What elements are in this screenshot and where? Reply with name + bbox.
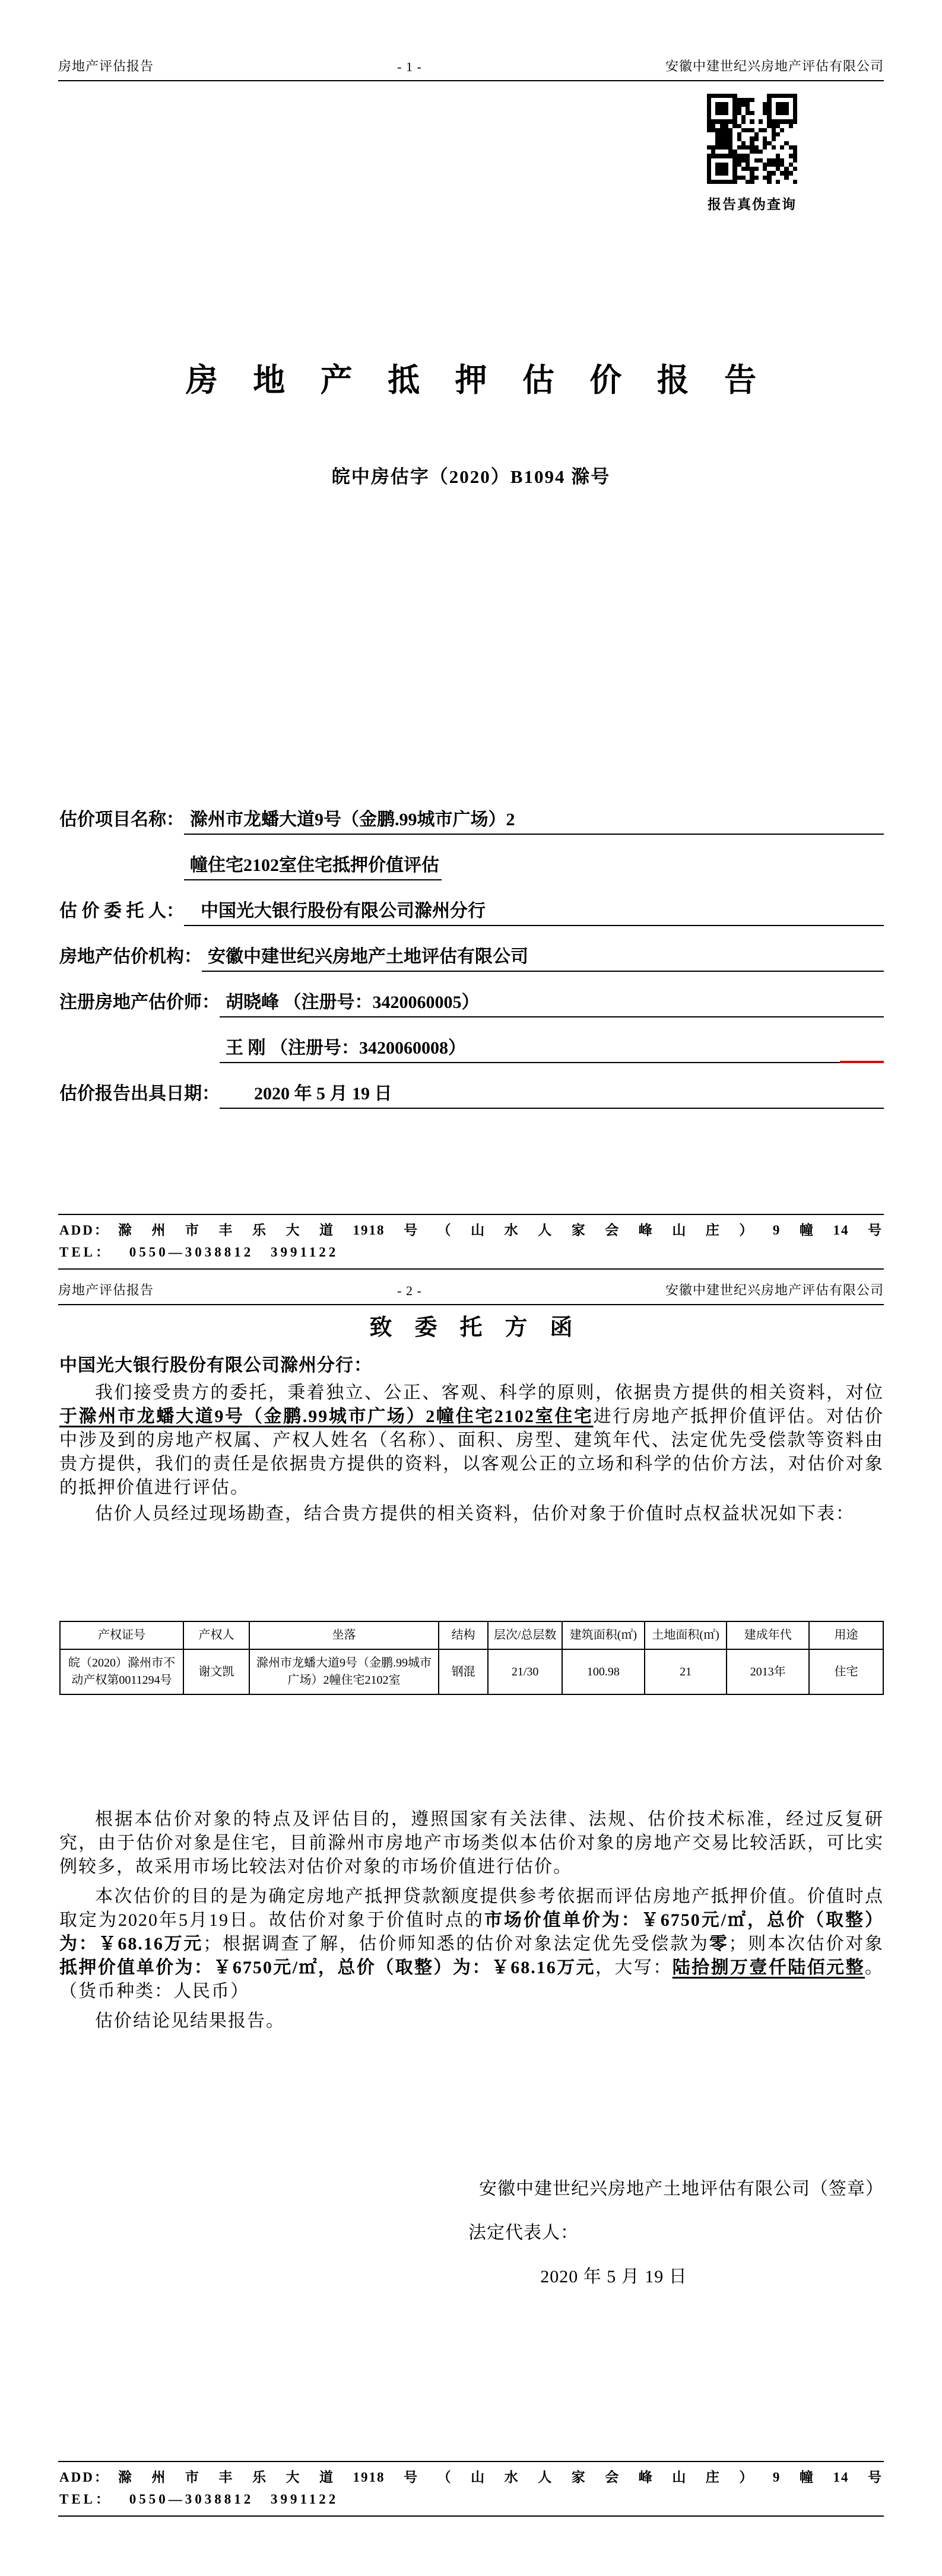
cell-location: 滁州市龙蟠大道9号（金鹏.99城市广场）2幢住宅2102室 xyxy=(249,1649,439,1694)
col-header-floor: 层次/总层数 xyxy=(488,1621,562,1649)
field-label-client: 估 价 委 托 人： xyxy=(59,901,184,921)
header-company-name: 安徽中建世纪兴房地产评估有限公司 xyxy=(665,1283,884,1297)
footer-address-line xyxy=(59,2466,883,2488)
footer-add-label: ADD： xyxy=(59,1223,110,1238)
field-row-agency xyxy=(59,926,884,972)
subject-property-text: 于滁州市龙蟠大道9号（金鹏.99城市广场）2幢住宅2102室住宅 xyxy=(59,1407,594,1426)
mortgage-value-text: 抵押价值单价为：￥6750元/㎡，总价（取整）为：￥68.16万元 xyxy=(59,1958,595,1977)
field-label-agency: 房地产估价机构： xyxy=(59,947,202,966)
cell-use: 住宅 xyxy=(809,1649,883,1694)
field-row-client xyxy=(59,880,884,926)
cell-land-area: 21 xyxy=(645,1649,727,1694)
col-header-owner: 产权人 xyxy=(183,1621,249,1649)
page-1 xyxy=(0,0,942,1276)
col-header-building-area: 建筑面积(㎡) xyxy=(562,1621,645,1649)
text-segment: 进行房地产抵押价值评估。对估价中涉及到的房地产权属、产权人姓名（名称）、面积、房型、建筑年代、法定优先受偿款等资料由贵方提供，我们的责任是依据贵方提供的资料，以客观公正的立场和科学的估价方法，对估价对象的抵押价值进行评估。 xyxy=(59,1407,884,1497)
footer-tel-label: TEL： xyxy=(59,2492,113,2507)
footer-address: 滁州市丰乐大道1918号（山水人家会峰山庄）9幢14号 xyxy=(118,1223,883,1238)
header-company-name: 安徽中建世纪兴房地产评估有限公司 xyxy=(665,59,884,74)
salutation: 中国光大银行股份有限公司滁州分行： xyxy=(59,1356,372,1375)
qr-block xyxy=(696,94,808,213)
paragraph-valuation xyxy=(59,1885,884,2003)
market-value-text: 市场价值单价为：￥6750元/㎡，总价（取整）为：￥68.16万元 xyxy=(59,1910,884,1954)
paragraph-conclusion: 估价结论见结果报告。 xyxy=(95,2011,285,2031)
field-value-agency: 安徽中建世纪兴房地产土地评估有限公司 xyxy=(202,944,884,972)
field-value-report-date: 2020 年 5 月 19 日 xyxy=(220,1082,884,1109)
footer-phone-line xyxy=(59,1241,883,1263)
field-row-appraiser-1 xyxy=(59,972,884,1017)
letter-body xyxy=(59,1805,884,2039)
table-data-row xyxy=(60,1649,883,1694)
field-row-appraiser-2 xyxy=(59,1017,884,1063)
col-header-year-built: 建成年代 xyxy=(727,1621,809,1649)
signature-company: 安徽中建世纪兴房地产土地评估有限公司（签章） xyxy=(479,2179,884,2199)
paragraph-survey: 估价人员经过现场勘查，结合贵方提供的相关资料，估价对象于价值时点权益状况如下表： xyxy=(95,1504,855,1524)
field-value-appraiser-1: 胡晓峰 （注册号：3420060005） xyxy=(220,990,884,1017)
field-label-project: 估价项目名称： xyxy=(59,810,184,829)
property-table-wrap xyxy=(59,1621,884,1695)
text-segment: ；根据调查了解，估价师知悉的估价对象法定优先受偿款为 xyxy=(203,1934,709,1954)
col-header-cert-no: 产权证号 xyxy=(60,1621,183,1649)
report-number: 皖中房估字（2020）B1094 滁号 xyxy=(331,466,611,487)
footer-address-line xyxy=(59,1219,883,1241)
letter-title: 致委托方函 xyxy=(369,1315,595,1340)
table-header-row xyxy=(60,1621,883,1649)
cell-structure: 钢混 xyxy=(439,1649,488,1694)
page-footer xyxy=(58,1214,884,1270)
field-row-project xyxy=(59,789,884,835)
col-header-land-area: 土地面积(㎡) xyxy=(645,1621,727,1649)
cell-floor: 21/30 xyxy=(488,1649,562,1694)
text-segment: 。（货币种类：人民币） xyxy=(59,1958,884,2001)
text-segment: 本次估价的目的是为确定房地产抵押贷款额度提供参考依据而评估房地产抵押价值。价值时点取定为2020年5月19日。故估价对象于价值时点的 xyxy=(59,1887,884,1930)
qr-caption: 报告真伪查询 xyxy=(708,197,797,212)
qr-code xyxy=(707,94,797,184)
paragraph-method: 根据本估价对象的特点及评估目的，遵照国家有关法律、法规、估价技术标准，经过反复研究，由于估价对象是住宅，目前滁州市房地产市场类似本估价对象的房地产交易比较活跃，可比实例较多，故采用市场比较法对估价对象的市场价值进行估价。 xyxy=(59,1809,884,1877)
cell-building-area: 100.98 xyxy=(562,1649,645,1694)
text-segment: ；则本次估价对象 xyxy=(728,1934,884,1954)
page-2 xyxy=(0,1276,942,2576)
signature-block xyxy=(468,2176,884,2290)
cover-fields xyxy=(59,789,884,1109)
header-page-number: - 1 - xyxy=(397,59,422,74)
header-page-number: - 2 - xyxy=(397,1283,422,1298)
page-footer xyxy=(58,2461,884,2517)
footer-address: 滁州市丰乐大道1918号（山水人家会峰山庄）9幢14号 xyxy=(118,2470,883,2485)
page-header xyxy=(58,1280,884,1305)
field-label-appraisers: 注册房地产估价师： xyxy=(59,993,220,1012)
paragraph-intro xyxy=(59,1381,884,1500)
text-segment: ，大写： xyxy=(595,1958,673,1977)
cell-cert-no: 皖（2020）滁州市不动产权第0011294号 xyxy=(60,1649,183,1694)
footer-phone: 0550—3038812 3991122 xyxy=(129,2492,339,2507)
page-header xyxy=(58,56,884,81)
report-title: 房地产抵押估价报告 xyxy=(185,362,792,398)
field-label-report-date: 估价报告出具日期： xyxy=(59,1084,220,1103)
header-doc-type: 房地产评估报告 xyxy=(58,59,154,74)
text-segment: 我们接受贵方的委托，秉着独立、公正、客观、科学的原则，依据贵方提供的相关资料，对位 xyxy=(95,1383,884,1403)
footer-phone-line xyxy=(59,2488,883,2510)
footer-phone: 0550—3038812 3991122 xyxy=(129,1245,339,1260)
col-header-structure: 结构 xyxy=(439,1621,488,1649)
footer-tel-label: TEL： xyxy=(59,1245,113,1260)
footer-add-label: ADD： xyxy=(59,2470,110,2485)
priority-payment-text: 零 xyxy=(709,1934,729,1954)
field-row-project-continued xyxy=(59,835,884,880)
field-value-appraiser-2: 王 刚 （注册号：3420060008） xyxy=(220,1036,884,1063)
col-header-use: 用途 xyxy=(809,1621,883,1649)
cell-year-built: 2013年 xyxy=(727,1649,809,1694)
field-value-client: 中国光大银行股份有限公司滁州分行 xyxy=(184,899,884,926)
field-row-report-date xyxy=(59,1063,884,1109)
cell-owner: 谢文凯 xyxy=(183,1649,249,1694)
signature-date: 2020 年 5 月 19 日 xyxy=(540,2267,687,2286)
letter-opening xyxy=(59,1353,884,1526)
amount-in-words-text: 陆拾捌万壹仟陆佰元整 xyxy=(672,1958,865,1977)
col-header-location: 坐落 xyxy=(249,1621,439,1649)
field-value-project-line1: 滁州市龙蟠大道9号（金鹏.99城市广场）2 xyxy=(184,807,884,835)
signature-legal-rep: 法定代表人： xyxy=(468,2223,579,2243)
property-rights-table xyxy=(59,1621,884,1695)
field-value-project-line2: 幢住宅2102室住宅抵押价值评估 xyxy=(184,853,442,880)
header-doc-type: 房地产评估报告 xyxy=(58,1283,154,1297)
